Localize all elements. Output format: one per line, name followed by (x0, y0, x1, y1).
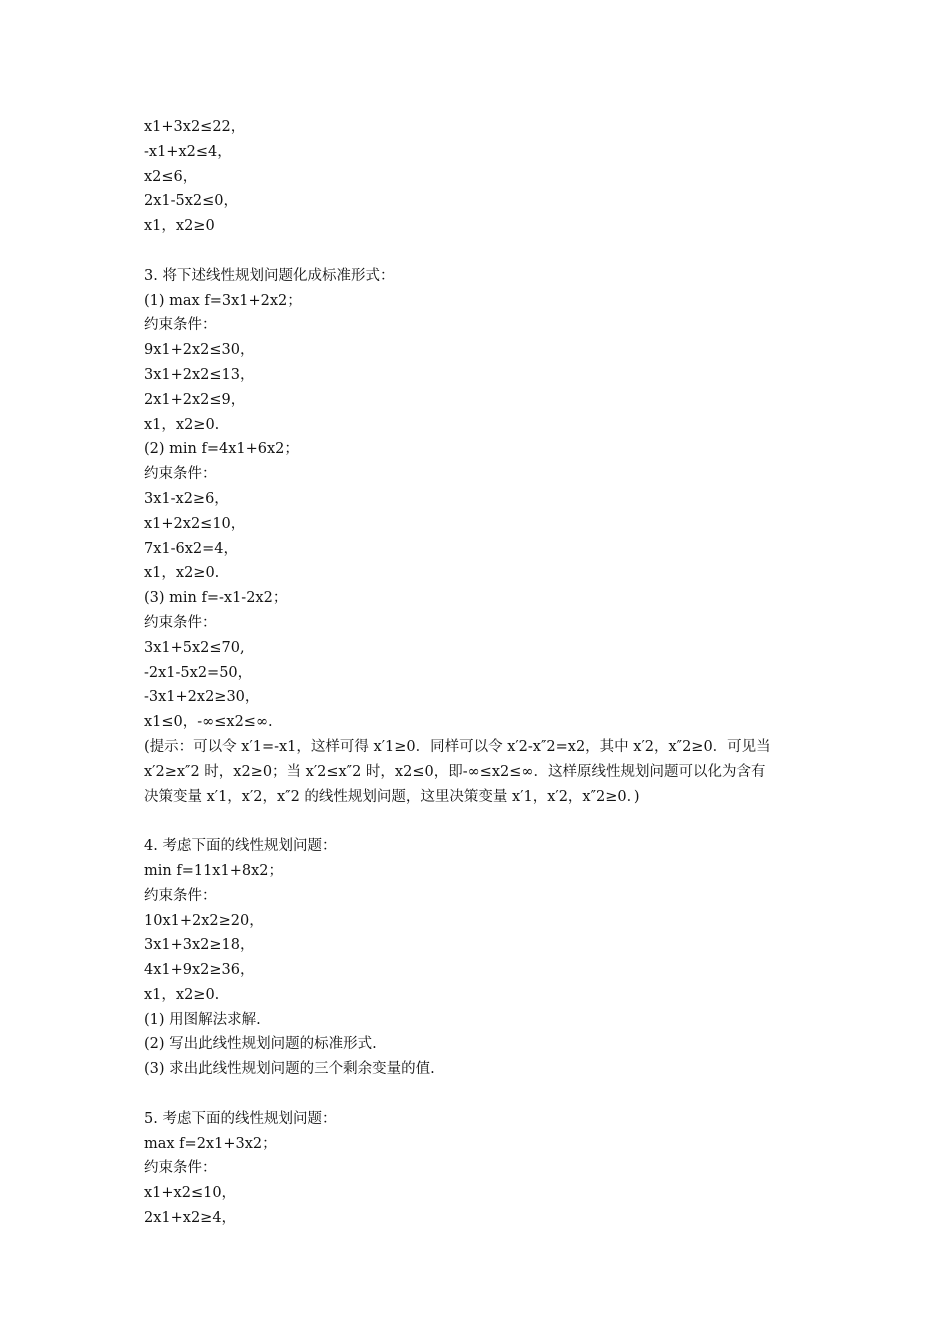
question-3 (144, 264, 824, 810)
question-5-heading: 5. 考虑下面的线性规划问题： (144, 1110, 337, 1127)
q3-p1-constraint-label: 约束条件： (144, 317, 217, 334)
hint-line: (提示：可以令 x′1=-x1，这样可得 x′1≥0．同样可以令 x′2-x″2=x2，其中 x′2，x″2≥0．可见当 (144, 738, 771, 755)
document-page (144, 115, 824, 1231)
constraint-line: x1+x2≤10， (144, 1185, 237, 1202)
constraint-line: x1≤0，-∞≤x2≤∞. (144, 714, 273, 731)
constraint-line: x2≤6， (144, 168, 198, 185)
constraint-line: -2x1-5x2=50， (144, 664, 253, 681)
q4-task: (1) 用图解法求解. (144, 1011, 261, 1028)
constraint-line: x1+3x2≤22， (144, 119, 246, 135)
hint-line: 决策变量 x′1，x′2，x″2 的线性规划问题，这里决策变量 x′1，x′2，x″2≥0．) (144, 788, 640, 805)
q3-p3-constraint-label: 约束条件： (144, 614, 217, 631)
constraint-line: 4x1+9x2≥36， (144, 962, 255, 979)
q4-constraint-label: 约束条件： (144, 887, 217, 904)
constraint-line: 3x1+2x2≤13， (144, 366, 255, 383)
hint-line: x′2≥x″2 时，x2≥0；当 x′2≤x″2 时，x2≤0，即-∞≤x2≤∞．这样原线性规划问题可以化为含有 (144, 763, 766, 780)
q5-constraint-label: 约束条件： (144, 1160, 217, 1177)
q3-p1-objective: (1) max f=3x1+2x2； (144, 292, 302, 309)
q4-task: (3) 求出此线性规划问题的三个剩余变量的值. (144, 1061, 435, 1078)
question-4-heading: 4. 考虑下面的线性规划问题： (144, 838, 337, 855)
constraint-line: 2x1+2x2≤9， (144, 391, 246, 408)
constraint-line: 2x1-5x2≤0， (144, 193, 239, 210)
q3-hint (144, 735, 824, 809)
q3-p2-constraint-label: 约束条件： (144, 466, 217, 483)
q3-p2-objective: (2) min f=4x1+6x2； (144, 441, 299, 458)
question-5 (144, 1107, 824, 1231)
constraint-line: 10x1+2x2≥20， (144, 912, 264, 929)
constraint-line: -3x1+2x2≥30， (144, 689, 260, 706)
q5-objective: max f=2x1+3x2； (144, 1135, 277, 1152)
constraint-line: -x1+x2≤4， (144, 143, 232, 160)
q4-objective: min f=11x1+8x2； (144, 862, 283, 879)
paragraph-gap (144, 239, 824, 264)
constraint-line: 9x1+2x2≤30， (144, 342, 255, 359)
constraint-line: x1，x2≥0. (144, 416, 220, 433)
constraint-line: 3x1+3x2≥18， (144, 937, 255, 954)
q2-constraints-continued (144, 115, 824, 239)
constraint-line: x1，x2≥0. (144, 986, 220, 1003)
q3-p3-objective: (3) min f=-x1-2x2； (144, 590, 288, 607)
question-3-heading: 3. 将下述线性规划问题化成标准形式： (144, 267, 395, 284)
paragraph-gap (144, 809, 824, 834)
constraint-line: 3x1-x2≥6， (144, 490, 229, 507)
q4-task: (2) 写出此线性规划问题的标准形式. (144, 1036, 377, 1053)
constraint-line: x1，x2≥0 (144, 218, 215, 235)
paragraph-gap (144, 1082, 824, 1107)
question-4 (144, 834, 824, 1082)
constraint-line: 7x1-6x2=4， (144, 540, 239, 557)
constraint-line: x1+2x2≤10， (144, 515, 246, 532)
constraint-line: 2x1+x2≥4， (144, 1210, 237, 1227)
constraint-line: x1，x2≥0. (144, 565, 220, 582)
constraint-line: 3x1+5x2≤70, (144, 639, 245, 656)
